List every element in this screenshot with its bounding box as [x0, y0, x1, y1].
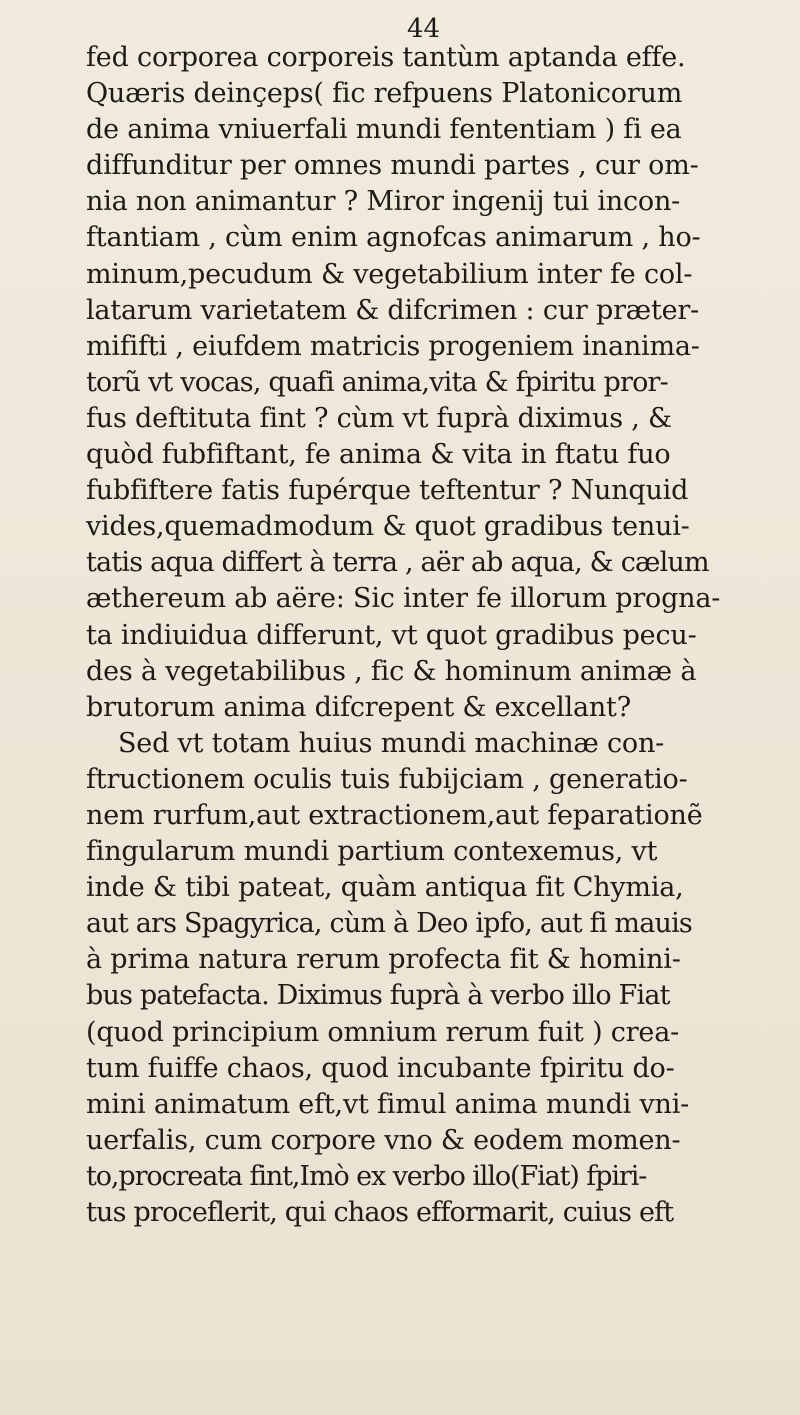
text-line: fingularum mundi partium contexemus, vt: [86, 836, 658, 868]
text-line: nem rurfum,aut extractionem,aut feparationẽ: [86, 799, 703, 831]
text-line: quòd fubfiftant, fe anima & vita in ftatu fuo: [86, 439, 671, 471]
text-line: vides,quemadmodum & quot gradibus tenui-: [86, 511, 690, 543]
text-line: (quod principium omnium rerum fuit ) crea-: [86, 1016, 680, 1048]
text-line: fus deftituta fint ? cùm vt fuprà diximus , &: [86, 402, 672, 434]
text-line: Sed vt totam huius mundi machinæ con-: [118, 727, 665, 759]
text-line: æthereum ab aëre: Sic inter fe illorum progna-: [86, 583, 721, 615]
text-line: des à vegetabilibus , fic & hominum animæ à: [86, 655, 697, 687]
text-line: tus proceflerit, qui chaos efformarit, cuius eft: [86, 1197, 674, 1228]
body-text: [86, 40, 774, 1231]
text-line: uerfalis, cum corpore vno & eodem momen-: [86, 1124, 681, 1156]
text-line: de anima vniuerfali mundi fententiam ) fi ea: [86, 114, 682, 146]
text-line: bus patefacta. Diximus fuprà à verbo illo Fiat: [86, 980, 670, 1012]
page-number: 44: [407, 14, 441, 44]
text-line: tatis aqua differt à terra , aër ab aqua, & cælum: [86, 547, 709, 579]
text-line: brutorum anima difcrepent & excellant?: [86, 691, 631, 723]
text-line: inde & tibi pateat, quàm antiqua fit Chymia,: [86, 872, 684, 904]
text-line: Quæris deinçeps( fic refpuens Platonicorum: [86, 78, 683, 110]
text-line: ftructionem oculis tuis fubijciam , generatio-: [86, 763, 688, 795]
text-line: torũ vt vocas, quafi anima,vita & fpiritu pror-: [86, 366, 668, 398]
text-line: tum fuiffe chaos, quod incubante fpiritu do-: [86, 1052, 675, 1084]
text-line: aut ars Spagyrica, cùm à Deo ipfo, aut fi mauis: [86, 908, 692, 940]
text-line: à prima natura rerum profecta fit & homini-: [86, 944, 681, 976]
text-line: ta indiuidua differunt, vt quot gradibus pecu-: [86, 619, 697, 651]
text-line: minum,pecudum & vegetabilium inter fe col-: [86, 258, 693, 290]
text-line: mini animatum eft,vt fimul anima mundi vni-: [86, 1088, 690, 1120]
text-line: fed corporea corporeis tantùm aptanda effe.: [86, 42, 686, 73]
text-line: nia non animantur ? Miror ingenij tui incon-: [86, 186, 681, 218]
text-line: fubfiftere fatis fupérque teftentur ? Nunquid: [86, 475, 689, 507]
text-line: to,procreata fint,Imò ex verbo illo(Fiat) fpiri-: [86, 1160, 647, 1192]
text-line: latarum varietatem & difcrimen : cur præter-: [86, 294, 700, 326]
text-line: diffunditur per omnes mundi partes , cur om-: [86, 150, 699, 182]
text-line: ftantiam , cùm enim agnofcas animarum , ho-: [86, 222, 701, 254]
text-line: mififti , eiufdem matricis progeniem inanima-: [86, 330, 700, 362]
